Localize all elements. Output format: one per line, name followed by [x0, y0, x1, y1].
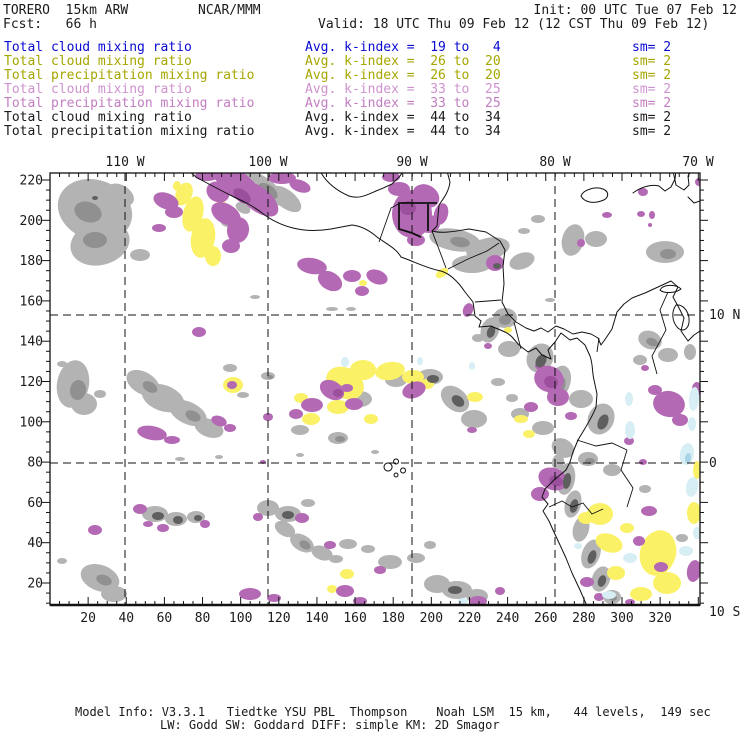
model-info-line2: LW: Godd SW: Goddard DIFF: simple KM: 2D Smagor: [160, 718, 500, 732]
coastline: [673, 305, 689, 330]
map-blob-p: [164, 436, 180, 444]
map-blob-p: [133, 504, 147, 514]
map-blob-g: [676, 534, 688, 542]
map-blob-p: [143, 521, 153, 527]
map-blob-p: [343, 270, 361, 282]
valid-time: Valid: 18 UTC Thu 09 Feb 12 (12 CST Thu 09 Feb 12): [318, 17, 710, 32]
map-blob-y: [467, 392, 483, 402]
map-blob-c: [574, 543, 582, 549]
map-blob-g: [291, 425, 309, 435]
latitude-label: 0: [709, 456, 717, 471]
map-blob-p: [547, 388, 569, 406]
map-blob-y: [434, 266, 450, 281]
map-blob-g: [346, 307, 356, 311]
map-blob-g: [361, 545, 375, 553]
map-blob-c: [602, 591, 616, 599]
legend-label: Total cloud mixing ratio: [4, 110, 192, 125]
gridpoint-x-label: 20: [80, 611, 96, 626]
legend-kindex: Avg. k-index = 33 to 25: [305, 82, 501, 97]
map-blob-y: [327, 585, 337, 593]
map-blob-g3: [92, 196, 98, 200]
map-blob-y: [630, 587, 652, 601]
map-blob-y: [514, 415, 528, 423]
longitude-label: 110 W: [105, 155, 145, 170]
longitude-label: 90 W: [396, 155, 428, 170]
gridpoint-x-label: 300: [610, 611, 634, 626]
map-blob-g3: [427, 375, 439, 383]
legend-label: Total cloud mixing ratio: [4, 40, 192, 55]
map-blob-g: [603, 464, 621, 476]
model-info-line1: Model Info: V3.3.1 Tiedtke YSU PBL Thompson Noah LSM 15 km, 44 levels, 149 sec: [75, 705, 711, 719]
map-blob-g3: [152, 512, 164, 520]
map-blob-g: [237, 392, 249, 398]
map-blob-y: [653, 572, 681, 594]
political-border: [475, 300, 501, 302]
gridpoint-y-label: 40: [27, 536, 43, 552]
legend-label: Total cloud mixing ratio: [4, 54, 192, 69]
map-blob-p: [374, 566, 386, 574]
gridpoint-x-label: 220: [457, 611, 482, 626]
map-blob-p: [295, 513, 309, 523]
map-blob-p: [648, 223, 652, 227]
map-blob-p: [524, 402, 538, 412]
map-blob-p: [639, 459, 647, 465]
map-blob-p: [695, 178, 703, 186]
map-blob-c: [688, 417, 696, 431]
map-blob-p: [157, 524, 169, 532]
map-blob-g: [506, 394, 518, 402]
gridpoint-y-label: 220: [19, 173, 43, 189]
legend-kindex: Avg. k-index = 19 to 4: [305, 40, 501, 55]
map-blob-p: [165, 206, 183, 218]
map-blob-g: [223, 364, 237, 372]
map-blob-p: [486, 255, 504, 271]
map-blob-p: [88, 525, 102, 535]
gridpoint-x-label: 40: [118, 611, 135, 626]
map-blob-g: [684, 344, 696, 360]
legend-kindex: Avg. k-index = 44 to 34: [305, 124, 501, 139]
map-blob-g: [329, 555, 343, 563]
map-blob-y: [364, 414, 378, 424]
gridpoint-y-label: 180: [19, 254, 43, 270]
map-blob-g: [532, 421, 554, 435]
gridpoint-y-label: 140: [19, 334, 43, 350]
map-blob-y: [687, 502, 701, 524]
map-blob-g: [175, 457, 185, 461]
map-blob-g: [518, 228, 530, 234]
gridpoint-x-label: 160: [343, 611, 367, 626]
map-blob-p: [152, 224, 166, 232]
map-blob-g: [585, 231, 607, 247]
map-blob-p: [222, 239, 240, 253]
map-blob-p2: [333, 389, 343, 397]
forecast-hour: Fcst: 66 h: [3, 17, 97, 32]
map-blob-p: [364, 267, 389, 288]
map-blob-g3: [493, 263, 501, 269]
map-blob-g: [371, 450, 379, 454]
map-blob-p: [602, 212, 612, 218]
longitude-label: 100 W: [248, 155, 288, 170]
map-blob-y: [340, 569, 354, 579]
map-blob-p: [495, 587, 505, 595]
map-blob-c: [417, 357, 423, 365]
legend-sm: sm= 2: [632, 110, 672, 125]
legend-sm: sm= 2: [632, 40, 672, 55]
map-blob-p: [641, 365, 649, 371]
map-blob-g3: [282, 511, 294, 519]
map-blob-g: [101, 586, 127, 602]
map-blob-y: [350, 360, 376, 380]
map-blob-p: [654, 562, 668, 572]
legend-kindex: Avg. k-index = 44 to 34: [305, 110, 501, 125]
political-border: [597, 338, 599, 352]
gridpoint-y-label: 80: [27, 455, 43, 471]
legend-sm: sm= 2: [632, 124, 672, 139]
map-blob-g: [57, 558, 67, 564]
map-blob-g: [545, 298, 555, 302]
map-blob-p: [289, 409, 303, 419]
coastline: [581, 188, 608, 202]
gridpoint-x-label: 180: [381, 611, 405, 626]
map-blob-p: [648, 385, 662, 395]
gridpoint-x-label: 60: [156, 611, 173, 626]
map-blob-p: [136, 424, 168, 443]
legend-kindex: Avg. k-index = 26 to 20: [305, 54, 501, 69]
map-blob-p: [192, 327, 206, 337]
map-blob-p: [580, 577, 594, 587]
map-blob-g: [472, 334, 484, 342]
legend-sm: sm= 2: [632, 82, 672, 97]
longitude-label: 80 W: [539, 155, 571, 170]
map-blob-g: [658, 348, 678, 362]
map-blob-g: [531, 215, 545, 223]
legend-sm: sm= 2: [632, 96, 672, 111]
map-blob-p: [336, 585, 354, 597]
map-blob-p: [253, 513, 263, 521]
gridpoint-y-label: 20: [27, 576, 43, 592]
map-blob-g: [507, 249, 537, 273]
map-blob-c: [341, 357, 349, 367]
model-title: TORERO 15km ARW: [3, 3, 129, 18]
map-blob-p: [649, 211, 655, 219]
gridpoint-x-label: 140: [305, 611, 329, 626]
gridpoint-x-label: 100: [228, 611, 253, 626]
map-content: [49, 155, 703, 606]
map-blob-y: [359, 280, 367, 286]
map-blob-p: [565, 412, 577, 420]
map-blob-p: [633, 536, 645, 546]
map-blob-p: [200, 520, 210, 528]
gridpoint-y-label: 60: [27, 495, 43, 511]
map-blob-p: [345, 398, 363, 410]
map-blob-p: [467, 427, 477, 433]
map-blob-p: [577, 239, 585, 247]
map-blob-g: [461, 410, 487, 428]
map-blob-p: [239, 588, 261, 600]
map-blob-g2: [499, 315, 511, 325]
map-blob-g: [326, 307, 338, 311]
map-blob-p: [672, 414, 688, 426]
map-blob-p: [227, 381, 237, 389]
coastline: [189, 171, 597, 606]
map-blob-g: [569, 390, 593, 408]
map-blob-y: [620, 523, 634, 533]
map-blob-c: [679, 546, 693, 556]
legend-sm: sm= 2: [632, 68, 672, 83]
map-blob-p: [531, 487, 549, 501]
legend-kindex: Avg. k-index = 26 to 20: [305, 68, 501, 83]
map-blob-p: [301, 398, 323, 412]
legend-sm: sm= 2: [632, 54, 672, 69]
init-time: Init: 00 UTC Tue 07 Feb 12: [533, 3, 737, 18]
gridpoint-x-label: 120: [267, 611, 291, 626]
map-blob-g: [339, 539, 357, 549]
map-blob-g: [639, 485, 651, 493]
gridpoint-y-label: 160: [19, 294, 43, 310]
map-blob-g3: [448, 586, 462, 594]
coastline: [660, 285, 681, 292]
map-blob-c: [469, 362, 475, 370]
gridpoint-x-label: 200: [419, 611, 444, 626]
map-blob-y: [205, 246, 221, 266]
legend-kindex: Avg. k-index = 33 to 25: [305, 96, 501, 111]
legend-label: Total precipitation mixing ratio: [4, 124, 255, 139]
map-blob-g: [407, 553, 425, 563]
map-blob-y: [173, 181, 181, 191]
legend-label: Total precipitation mixing ratio: [4, 96, 255, 111]
map-blob-g2: [83, 232, 107, 248]
gridpoint-x-label: 260: [533, 611, 558, 626]
coastline: [384, 459, 405, 477]
map-blob-y: [635, 526, 682, 580]
map-blob-g2: [660, 249, 676, 259]
gridpoint-x-label: 80: [194, 611, 211, 626]
latitude-label: 10 S: [709, 605, 740, 620]
coastline: [688, 197, 700, 203]
map-blob-g3: [194, 515, 202, 521]
map-blob-y: [302, 413, 320, 425]
map-blob-g: [301, 499, 315, 507]
map-blob-g: [57, 361, 67, 367]
map-blob-c: [625, 392, 633, 406]
map-blob-g: [130, 249, 150, 261]
map-blob-y: [607, 566, 625, 580]
map-blob-g: [296, 453, 304, 457]
map-blob-c: [623, 553, 637, 563]
legend-label: Total cloud mixing ratio: [4, 82, 192, 97]
map-blob-y: [523, 430, 535, 438]
latitude-label: 10 N: [709, 308, 740, 323]
gridpoint-y-label: 120: [19, 375, 43, 390]
map-blob-g: [633, 355, 647, 365]
map-blob-g3: [173, 516, 183, 524]
gridpoint-x-label: 240: [495, 611, 520, 626]
map-blob-p: [224, 424, 236, 432]
map-blob-p: [637, 211, 645, 217]
map-blob-g2: [335, 436, 345, 442]
map-blob-c: [625, 421, 635, 439]
gridpoint-y-label: 100: [19, 415, 43, 431]
map-blob-g: [94, 390, 106, 398]
map-blob-p: [341, 384, 353, 392]
map-blob-p: [324, 541, 336, 549]
map-blob-g: [424, 541, 436, 549]
longitude-label: 70 W: [682, 155, 714, 170]
political-border: [621, 450, 633, 507]
map-blob-p: [641, 506, 657, 516]
map-blob-g: [250, 295, 260, 299]
political-border: [577, 440, 627, 450]
map-blob-p: [407, 234, 425, 246]
gridpoint-x-label: 280: [572, 611, 596, 626]
map-blob-p: [484, 343, 492, 349]
legend-label: Total precipitation mixing ratio: [4, 68, 255, 83]
map-blob-p: [355, 286, 369, 296]
map-blob-g: [498, 341, 520, 357]
gridpoint-y-label: 200: [19, 213, 43, 229]
map-blob-g: [215, 455, 223, 459]
center-name: NCAR/MMM: [198, 3, 261, 18]
map-blob-c: [684, 476, 699, 498]
map-blob-g: [491, 378, 505, 386]
gridpoint-x-label: 320: [648, 611, 672, 626]
